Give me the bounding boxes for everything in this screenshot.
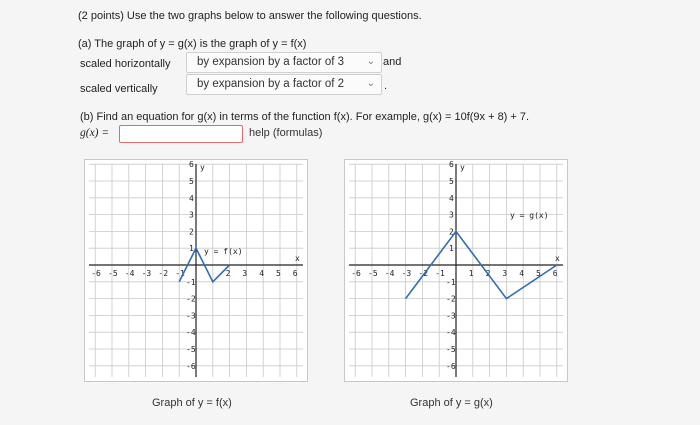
y-tick-label: 3 (449, 210, 454, 220)
answer-label: g(x) = (80, 127, 110, 139)
x-tick-label: -6 (351, 269, 361, 278)
curve-label: y = g(x) (510, 211, 549, 220)
y-tick-label: 5 (189, 177, 194, 186)
x-tick-label: 6 (292, 269, 298, 278)
x-axis-label: x (295, 254, 300, 263)
horizontal-scale-value: by expansion by a factor of 3 (197, 56, 345, 68)
x-tick-label: 4 (519, 269, 525, 278)
x-tick-label: -2 (158, 269, 169, 278)
y-tick-label: 6 (449, 160, 454, 170)
y-axis-label: y (460, 163, 465, 172)
x-tick-label: -5 (368, 269, 378, 278)
y-tick-label: -6 (186, 361, 196, 371)
chevron-down-icon: ⌄ (366, 78, 375, 89)
part-a-text: (a) The graph of y = g(x) is the graph of y = f(x) (78, 38, 307, 50)
answer-input[interactable] (119, 125, 243, 143)
y-tick-label: -3 (446, 311, 456, 321)
x-tick-label: 5 (276, 269, 281, 278)
y-tick-label: 6 (189, 160, 194, 170)
y-tick-label: -2 (186, 294, 196, 304)
x-tick-label: -3 (401, 269, 412, 278)
answer-value (120, 126, 124, 138)
graph-g-canvas (345, 160, 567, 381)
period-text: . (384, 80, 388, 92)
x-tick-label: -5 (108, 269, 118, 278)
y-tick-label: 5 (449, 177, 454, 186)
y-tick-label: -1 (446, 277, 456, 287)
y-tick-label: 2 (189, 227, 194, 237)
x-tick-label: -1 (175, 269, 185, 278)
part-b-text: (b) Find an equation for g(x) in terms of the function f(x). For example, g(x) = 10f(9x + 8) + 7. (80, 111, 530, 123)
y-tick-label: -2 (446, 294, 456, 304)
x-tick-label: 1 (468, 269, 474, 278)
x-tick-label: 6 (552, 269, 558, 278)
x-tick-label: -2 (418, 269, 429, 278)
x-tick-label: -6 (91, 269, 101, 278)
chevron-down-icon: ⌄ (366, 56, 375, 67)
graph-f-caption: Graph of y = f(x) (152, 397, 232, 409)
vertical-scale-value: by expansion by a factor of 2 (197, 78, 345, 90)
row1-label: scaled horizontally (80, 58, 171, 70)
curve-label: y = f(x) (204, 247, 243, 256)
y-tick-label: 4 (189, 193, 194, 203)
help-formulas-link[interactable]: help (formulas) (249, 127, 323, 139)
graph-g (344, 159, 568, 382)
y-tick-label: 2 (449, 227, 454, 237)
and-text: and (383, 56, 402, 68)
x-tick-label: 5 (536, 269, 541, 278)
y-tick-label: 1 (189, 244, 194, 254)
y-tick-label: 1 (449, 244, 454, 254)
y-tick-label: -3 (186, 311, 196, 321)
x-tick-label: -3 (141, 269, 152, 278)
y-tick-label: -1 (186, 277, 196, 287)
y-tick-label: -6 (446, 361, 456, 371)
horizontal-scale-select[interactable] (186, 52, 382, 73)
question-intro: (2 points) Use the two graphs below to answer the following questions. (78, 10, 422, 22)
graph-f (84, 159, 308, 382)
y-tick-label: -4 (186, 328, 196, 338)
graph-g-caption: Graph of y = g(x) (410, 397, 493, 409)
row2-label: scaled vertically (80, 83, 158, 95)
y-tick-label: -5 (446, 345, 456, 354)
y-tick-label: 3 (189, 210, 194, 220)
y-tick-label: 4 (449, 193, 454, 203)
x-tick-label: 2 (225, 269, 231, 278)
x-axis-label: x (555, 254, 560, 263)
x-tick-label: -1 (435, 269, 445, 278)
x-tick-label: -4 (124, 269, 135, 278)
y-tick-label: -4 (446, 328, 456, 338)
y-tick-label: -5 (186, 345, 196, 354)
y-axis-label: y (200, 163, 205, 172)
x-tick-label: -4 (384, 269, 395, 278)
x-tick-label: 4 (259, 269, 265, 278)
x-tick-label: 3 (242, 269, 248, 278)
x-tick-label: 2 (485, 269, 491, 278)
x-tick-label: 3 (502, 269, 508, 278)
vertical-scale-select[interactable] (186, 74, 382, 95)
graph-f-canvas (85, 160, 307, 381)
